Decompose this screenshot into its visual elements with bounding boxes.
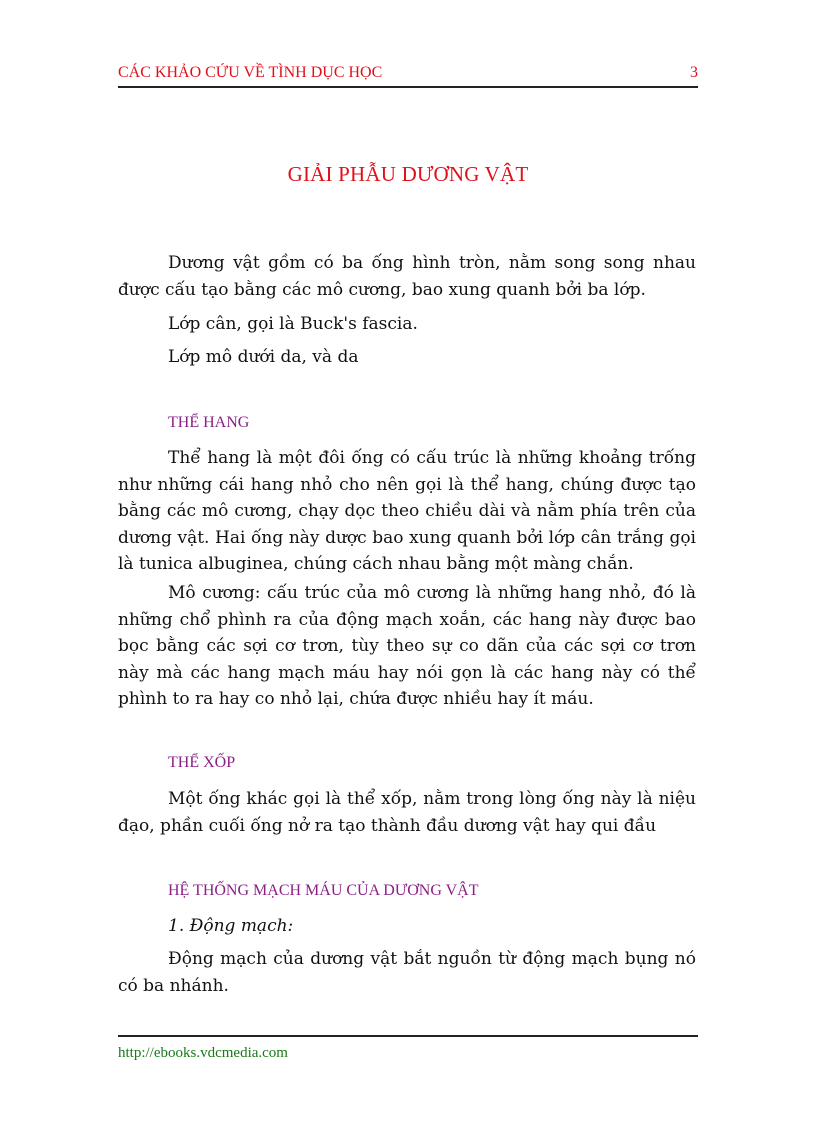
running-header xyxy=(118,64,698,82)
the-hang-paragraph-1: Thể hang là một đôi ống có cấu trúc là những khoảng trống như những cái hang nhỏ cho nên gọi là thể hang, chúng được tạo bằng các mô cương, chạy dọc theo chiều dài và nằm phía trên của dương vật. Hai ống này dược bao xung quanh bởi lớp cân trắng gọi là tunica albuginea, chúng cách nhau bằng một màng chắn. xyxy=(118,448,696,574)
header-divider xyxy=(118,86,698,88)
subheading-dong-mach: 1. Động mạch: xyxy=(168,916,294,936)
heading-the-xop: THỂ XỐP xyxy=(168,754,236,771)
footer-divider xyxy=(118,1035,698,1037)
footer-link[interactable]: http://ebooks.vdcmedia.com xyxy=(118,1045,288,1061)
intro-line-1: Lớp cân, gọi là Buck's fascia. xyxy=(168,314,418,334)
heading-the-hang: THỂ HANG xyxy=(168,414,250,431)
dong-mach-paragraph: Động mạch của dương vật bắt nguồn từ động mạch bụng nó có ba nhánh. xyxy=(118,949,696,996)
intro-paragraph: Dương vật gồm có ba ống hình tròn, nằm song song nhau được cấu tạo bằng các mô cương, bao xung quanh bởi ba lớp. xyxy=(118,253,696,300)
intro-line-2: Lớp mô dưới da, và da xyxy=(168,347,359,367)
header-title: CÁC KHẢO CỨU VỀ TÌNH DỤC HỌC xyxy=(118,64,383,81)
page-number: 3 xyxy=(690,64,698,81)
the-hang-paragraph-2: Mô cương: cấu trúc của mô cương là những hang nhỏ, đó là những chổ phình ra của động mạch xoắn, các hang này được bao bọc bằng các sợi cơ trơn, tùy theo sự co dãn của các sợi cơ trơn này mà các hang mạch máu hay nói gọn là các hang này có thể phình to ra hay co nhỏ lại, chứa được nhiều hay ít máu. xyxy=(118,583,696,709)
page-title: GIẢI PHẪU DƯƠNG VẬT xyxy=(287,162,529,186)
the-xop-paragraph: Một ống khác gọi là thể xốp, nằm trong lòng ống này là niệu đạo, phần cuối ống nở ra tạo thành đầu dương vật hay qui đầu xyxy=(118,789,696,836)
heading-mach-mau: HỆ THỐNG MẠCH MÁU CỦA DƯƠNG VẬT xyxy=(168,882,479,899)
